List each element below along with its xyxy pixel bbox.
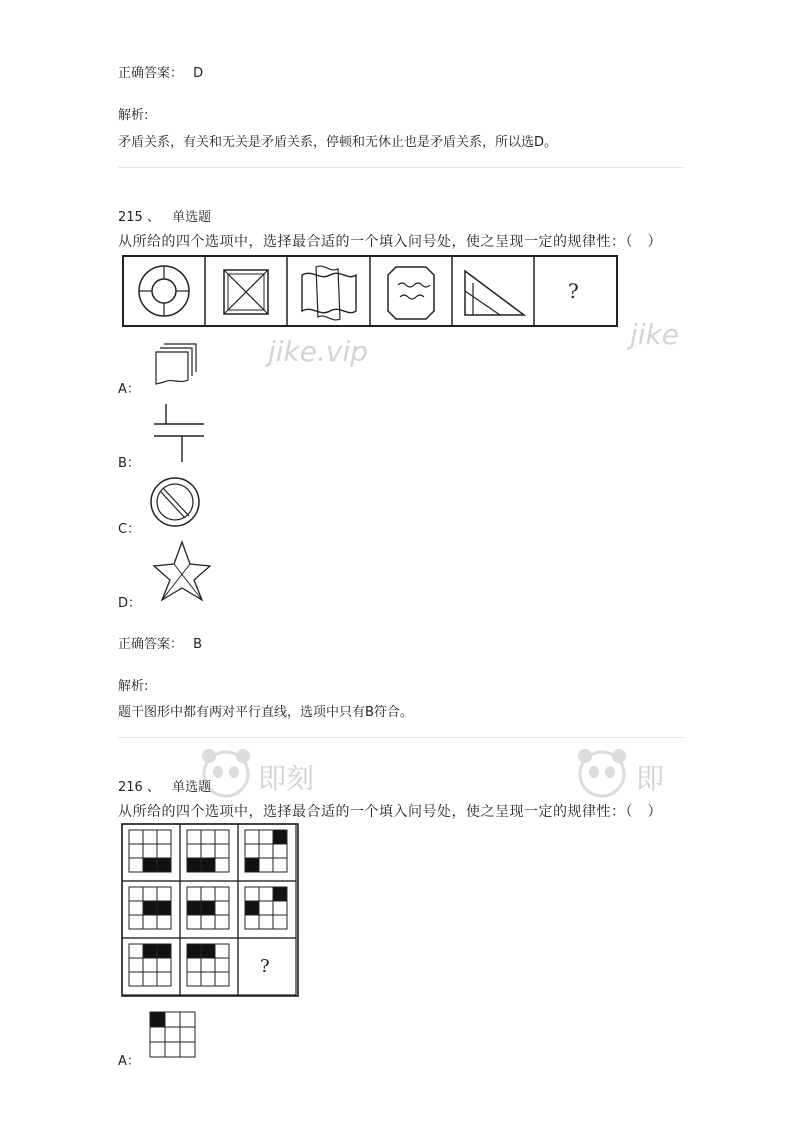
- question-number: 216 、: [118, 780, 160, 795]
- watermark-text: 即: [636, 762, 665, 795]
- option-d-label[interactable]: D：: [118, 596, 142, 611]
- answer-label: 正确答案：: [118, 66, 184, 81]
- option-d-figure[interactable]: [152, 540, 212, 602]
- option-b-figure[interactable]: [150, 400, 210, 464]
- option-c-label[interactable]: C：: [118, 522, 141, 537]
- question-header: [118, 206, 211, 225]
- watermark-text: jike.vip: [268, 335, 369, 368]
- option-a-figure[interactable]: [148, 1010, 200, 1060]
- option-a-figure[interactable]: [150, 342, 200, 390]
- analysis-text: 题干图形中都有两对平行直线，选项中只有B符合。: [118, 705, 413, 720]
- question-type: 单选题: [172, 780, 212, 795]
- question-figure: [120, 822, 300, 998]
- answer-value: B: [193, 637, 203, 652]
- question-mark: ?: [260, 956, 270, 977]
- question-number: 215 、: [118, 210, 160, 225]
- question-type: 单选题: [172, 210, 212, 225]
- divider: [118, 737, 684, 738]
- option-b-label[interactable]: B：: [118, 456, 140, 471]
- question-figure: [120, 253, 620, 329]
- answer-line: [118, 633, 202, 652]
- answer-line: [118, 62, 203, 81]
- answer-value: D: [193, 66, 204, 81]
- question-mark: ?: [568, 279, 579, 303]
- option-c-figure[interactable]: [149, 476, 203, 530]
- option-a-label[interactable]: A：: [118, 1054, 140, 1069]
- divider: [118, 167, 684, 168]
- analysis-text: 矛盾关系，有关和无关是矛盾关系，停顿和无休止也是矛盾关系，所以选D。: [118, 135, 558, 150]
- analysis-label: 解析:: [118, 108, 149, 123]
- answer-label: 正确答案：: [118, 637, 184, 652]
- question-stem: 从所给的四个选项中，选择最合适的一个填入问号处，使之呈现一定的规律性：（ ）: [118, 804, 662, 820]
- analysis-label: 解析:: [118, 679, 149, 694]
- watermark-text: jike: [630, 318, 679, 351]
- watermark-text: 即刻: [258, 762, 315, 795]
- question-header: [118, 776, 211, 795]
- panda-watermark-icon: [572, 742, 632, 802]
- option-a-label[interactable]: A：: [118, 382, 140, 397]
- question-stem: 从所给的四个选项中，选择最合适的一个填入问号处，使之呈现一定的规律性：（ ）: [118, 234, 662, 250]
